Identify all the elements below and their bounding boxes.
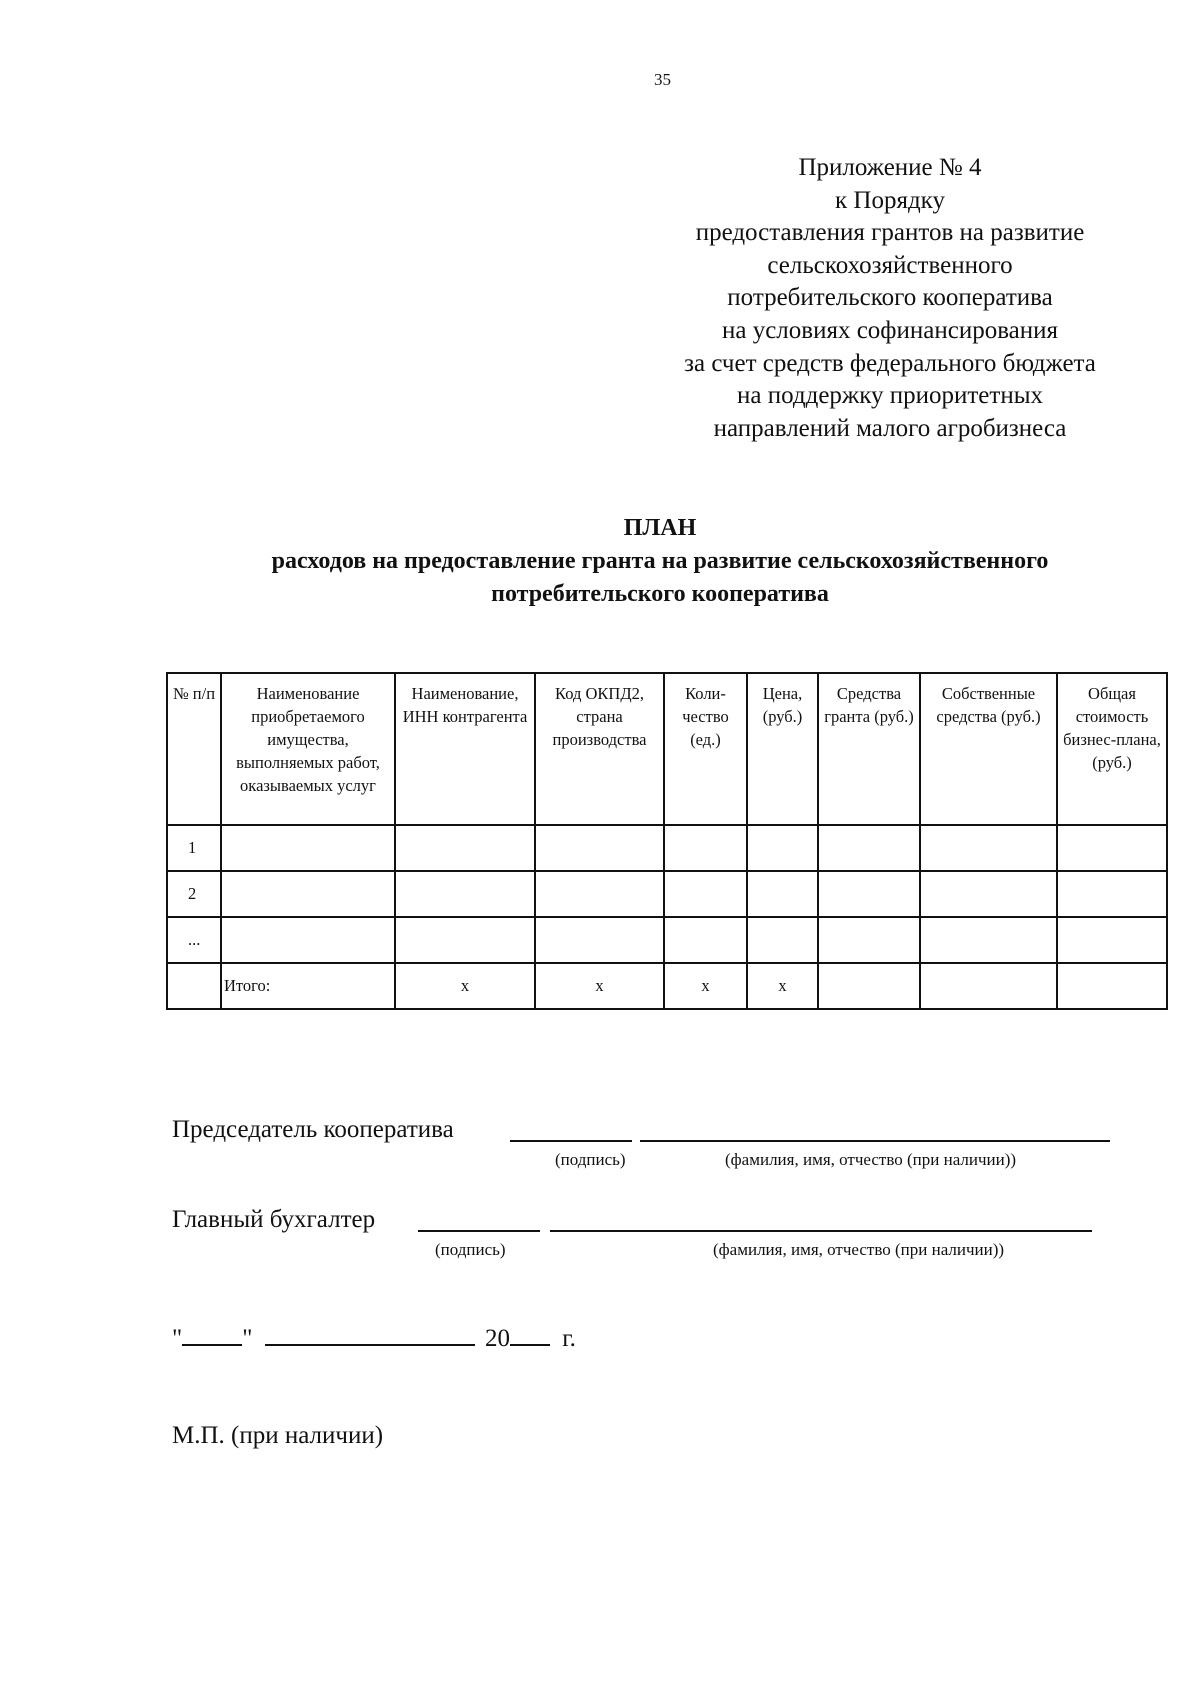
appendix-line: за счет средств федерального бюджета — [684, 349, 1096, 377]
table-header-row — [167, 673, 1167, 825]
stamp-placeholder: М.П. (при наличии) — [172, 1422, 384, 1449]
table-cell: 2 — [167, 871, 221, 917]
table-cell — [920, 917, 1057, 963]
table-cell — [535, 825, 664, 871]
table-cell: ... — [167, 917, 221, 963]
table-cell — [1057, 963, 1167, 1009]
table-cell — [221, 917, 395, 963]
title-plan: ПЛАН — [623, 515, 697, 541]
table-cell — [221, 825, 395, 871]
table-cell — [395, 917, 535, 963]
date-line — [172, 1324, 576, 1353]
column-header: Наименование приобретаемого имущества, выполняемых работ, оказываемых услуг — [221, 673, 395, 825]
table-cell — [395, 871, 535, 917]
table-row — [167, 871, 1167, 917]
appendix-line: на поддержку приоритетных — [737, 382, 1043, 410]
accountant-signature-line — [418, 1230, 540, 1232]
table-cell — [920, 871, 1057, 917]
table-cell — [221, 871, 395, 917]
appendix-line: предоставления грантов на развитие — [695, 219, 1085, 247]
table-cell — [664, 871, 747, 917]
total-label: Итого: — [221, 963, 395, 1009]
day-blank — [182, 1324, 242, 1346]
appendix-line: к Порядку — [835, 186, 945, 214]
table-cell — [920, 963, 1057, 1009]
table-total-row — [167, 963, 1167, 1009]
table-cell — [1057, 825, 1167, 871]
column-header: Собственные средства (руб.) — [920, 673, 1057, 825]
table-row — [167, 825, 1167, 871]
document-title — [150, 512, 1170, 611]
title-subtitle-line: потребительского кооператива — [491, 581, 829, 607]
date-close-quote: " — [242, 1325, 253, 1352]
table-cell: х — [395, 963, 535, 1009]
column-header: Коли-чество (ед.) — [664, 673, 747, 825]
column-header: Цена, (руб.) — [747, 673, 818, 825]
column-header: № п/п — [167, 673, 221, 825]
column-header: Наименование, ИНН контрагента — [395, 673, 535, 825]
accountant-signature-caption: (подпись) — [435, 1240, 506, 1259]
chairman-name-caption: (фамилия, имя, отчество (при наличии)) — [725, 1150, 1017, 1169]
appendix-line: потребительского кооператива — [727, 284, 1053, 312]
title-subtitle-line: расходов на предоставление гранта на развитие сельскохозяйственного — [271, 548, 1049, 574]
expense-plan-table — [166, 672, 1168, 1010]
chairman-label: Председатель кооператива — [172, 1116, 454, 1143]
appendix-line: Приложение № 4 — [798, 154, 982, 181]
table-cell — [167, 963, 221, 1009]
page-number: 35 — [654, 70, 671, 89]
column-header: Средства гранта (руб.) — [818, 673, 920, 825]
appendix-header — [640, 152, 1140, 445]
accountant-name-caption: (фамилия, имя, отчество (при наличии)) — [713, 1240, 1005, 1259]
table-cell — [818, 825, 920, 871]
appendix-line: на условиях софинансирования — [721, 316, 1059, 344]
table-cell — [818, 917, 920, 963]
table-cell — [664, 825, 747, 871]
column-header: Код ОКПД2, страна производства — [535, 673, 664, 825]
accountant-name-line — [550, 1230, 1092, 1232]
table-cell: х — [664, 963, 747, 1009]
table-cell — [747, 825, 818, 871]
table-row — [167, 917, 1167, 963]
table-cell — [664, 917, 747, 963]
chief-accountant-label: Главный бухгалтер — [172, 1206, 376, 1233]
table-cell: 1 — [167, 825, 221, 871]
chairman-signature-line — [510, 1140, 632, 1142]
table-cell — [818, 871, 920, 917]
table-cell: х — [747, 963, 818, 1009]
table-cell — [395, 825, 535, 871]
appendix-line: сельскохозяйственного — [767, 251, 1013, 279]
table-cell — [1057, 871, 1167, 917]
table-cell — [535, 917, 664, 963]
table-cell — [920, 825, 1057, 871]
month-blank — [265, 1324, 475, 1346]
table-cell — [535, 871, 664, 917]
year-blank — [510, 1324, 550, 1346]
date-open-quote: " — [172, 1325, 183, 1352]
appendix-line: направлений малого агробизнеса — [713, 414, 1067, 442]
table-cell: х — [535, 963, 664, 1009]
table-cell — [747, 917, 818, 963]
year-suffix: г. — [562, 1325, 576, 1352]
chairman-name-line — [640, 1140, 1110, 1142]
column-header: Общая стоимость бизнес-плана, (руб.) — [1057, 673, 1167, 825]
year-prefix: 20 — [484, 1325, 510, 1352]
table-cell — [747, 871, 818, 917]
table-cell — [1057, 917, 1167, 963]
table-cell — [818, 963, 920, 1009]
chairman-signature-caption: (подпись) — [555, 1150, 626, 1169]
